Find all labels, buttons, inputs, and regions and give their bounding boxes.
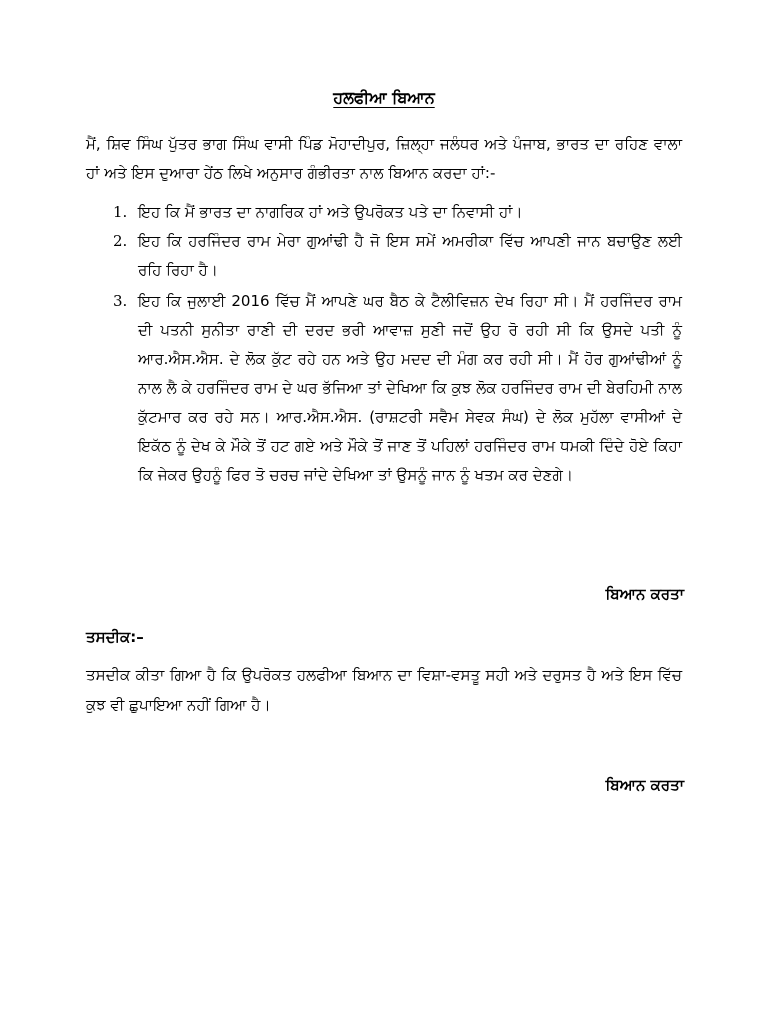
list-item	[86, 198, 682, 227]
list-item-text: ਇਹ ਕਿ ਜੁਲਾਈ 2016 ਵਿੱਚ ਮੈਂ ਆਪਣੇ ਘਰ ਬੈਠ ਕੇ ਟੈਲੀਵਿਜ਼ਨ ਦੇਖ ਰਿਹਾ ਸੀ। ਮੈਂ ਹਰਜਿੰਦਰ ਰਾਮ ਦੀ ਪਤਨੀ ਸੁਨੀਤਾ ਰਾਣੀ ਦੀ ਦਰਦ ਭਰੀ ਆਵਾਜ਼ ਸੁਣੀ ਜਦੋਂ ਉਹ ਰੋ ਰਹੀ ਸੀ ਕਿ ਉਸਦੇ ਪਤੀ ਨੂੰ ਆਰ.ਐਸ.ਐਸ. ਦੇ ਲੋਕ ਕੁੱਟ ਰਹੇ ਹਨ ਅਤੇ ਉਹ ਮਦਦ ਦੀ ਮੰਗ ਕਰ ਰਹੀ ਸੀ। ਮੈਂ ਹੋਰ ਗੁਆਂਢੀਆਂ ਨੂੰ ਨਾਲ ਲੈ ਕੇ ਹਰਜਿੰਦਰ ਰਾਮ ਦੇ ਘਰ ਭੱਜਿਆ ਤਾਂ ਦੇਖਿਆ ਕਿ ਕੁਝ ਲੋਕ ਹਰਜਿੰਦਰ ਰਾਮ ਦੀ ਬੇਰਹਿਮੀ ਨਾਲ ਕੁੱਟਮਾਰ ਕਰ ਰਹੇ ਸਨ। ਆਰ.ਐਸ.ਐਸ. (ਰਾਸ਼ਟਰੀ ਸਵੈਮ ਸੇਵਕ ਸੰਘ) ਦੇ ਲੋਕ ਮੁਹੱਲਾ ਵਾਸੀਆਂ ਦੇ ਇਕੱਠ ਨੂੰ ਦੇਖ ਕੇ ਮੌਕੇ ਤੋਂ ਹਟ ਗਏ ਅਤੇ ਮੌਕੇ ਤੋਂ ਜਾਣ ਤੋਂ ਪਹਿਲਾਂ ਹਰਜਿੰਦਰ ਰਾਮ ਧਮਕੀ ਦਿੰਦੇ ਹੋਏ ਕਿਹਾ ਕਿ ਜੇਕਰ ਉਹਨੂੰ ਫਿਰ ਤੋ ਚਰਚ ਜਾਂਦੇ ਦੇਖਿਆ ਤਾਂ ਉਸਨੂੰ ਜਾਨ ਨੂੰ ਖਤਮ ਕਰ ਦੇਣਗੇ।	[138, 292, 682, 484]
list-item-number: 1.	[113, 203, 128, 221]
list-item	[86, 227, 682, 285]
list-item-text: ਇਹ ਕਿ ਮੈਂ ਭਾਰਤ ਦਾ ਨਾਗਰਿਕ ਹਾਂ ਅਤੇ ਉਪਰੋਕਤ ਪਤੇ ਦਾ ਨਿਵਾਸੀ ਹਾਂ।	[138, 203, 523, 221]
deponent-signature-label: ਬਿਆਨ ਕਰਤਾ	[605, 585, 684, 603]
list-item-number: 2.	[113, 232, 128, 250]
statement-list	[86, 198, 682, 490]
document-title	[0, 86, 768, 110]
deponent-signature-label-2: ਬਿਆਨ ਕਰਤਾ	[605, 776, 684, 794]
list-item-number: 3.	[113, 292, 128, 310]
verification-heading: ਤਸਦੀਕ:–	[86, 628, 144, 646]
verification-paragraph: ਤਸਦੀਕ ਕੀਤਾ ਗਿਆ ਹੈ ਕਿ ਉਪਰੋਕਤ ਹਲਫੀਆ ਬਿਆਨ ਦਾ ਵਿਸ਼ਾ-ਵਸਤੂ ਸਹੀ ਅਤੇ ਦਰੁਸਤ ਹੈ ਅਤੇ ਇਸ ਵਿੱਚ ਕੁਝ ਵੀ ਛੁਪਾਇਆ ਨਹੀਂ ਗਿਆ ਹੈ।	[86, 666, 682, 714]
intro-paragraph: ਮੈਂ, ਸ਼ਿਵ ਸਿੰਘ ਪੁੱਤਰ ਭਾਗ ਸਿੰਘ ਵਾਸੀ ਪਿੰਡ ਮੋਹਾਦੀਪੁਰ, ਜ਼ਿਲ੍ਹਾ ਜਲੰਧਰ ਅਤੇ ਪੰਜਾਬ, ਭਾਰਤ ਦਾ ਰਹਿਣ ਵਾਲਾ ਹਾਂ ਅਤੇ ਇਸ ਦੁਆਰਾ ਹੇਂਠ ਲਿਖੇ ਅਨੁਸਾਰ ਗੰਭੀਰਤਾ ਨਾਲ ਬਿਆਨ ਕਰਦਾ ਹਾਂ:-	[86, 135, 682, 182]
list-item	[86, 287, 682, 490]
list-item-text: ਇਹ ਕਿ ਹਰਜਿੰਦਰ ਰਾਮ ਮੇਰਾ ਗੁਆਂਢੀ ਹੈ ਜੋ ਇਸ ਸਮੇਂ ਅਮਰੀਕਾ ਵਿੱਚ ਆਪਣੀ ਜਾਨ ਬਚਾਉਣ ਲਈ ਰਹਿ ਰਿਹਾ ਹੈ।	[138, 232, 682, 279]
document-title-text: ਹਲਫੀਆ ਬਿਆਨ	[333, 88, 435, 107]
